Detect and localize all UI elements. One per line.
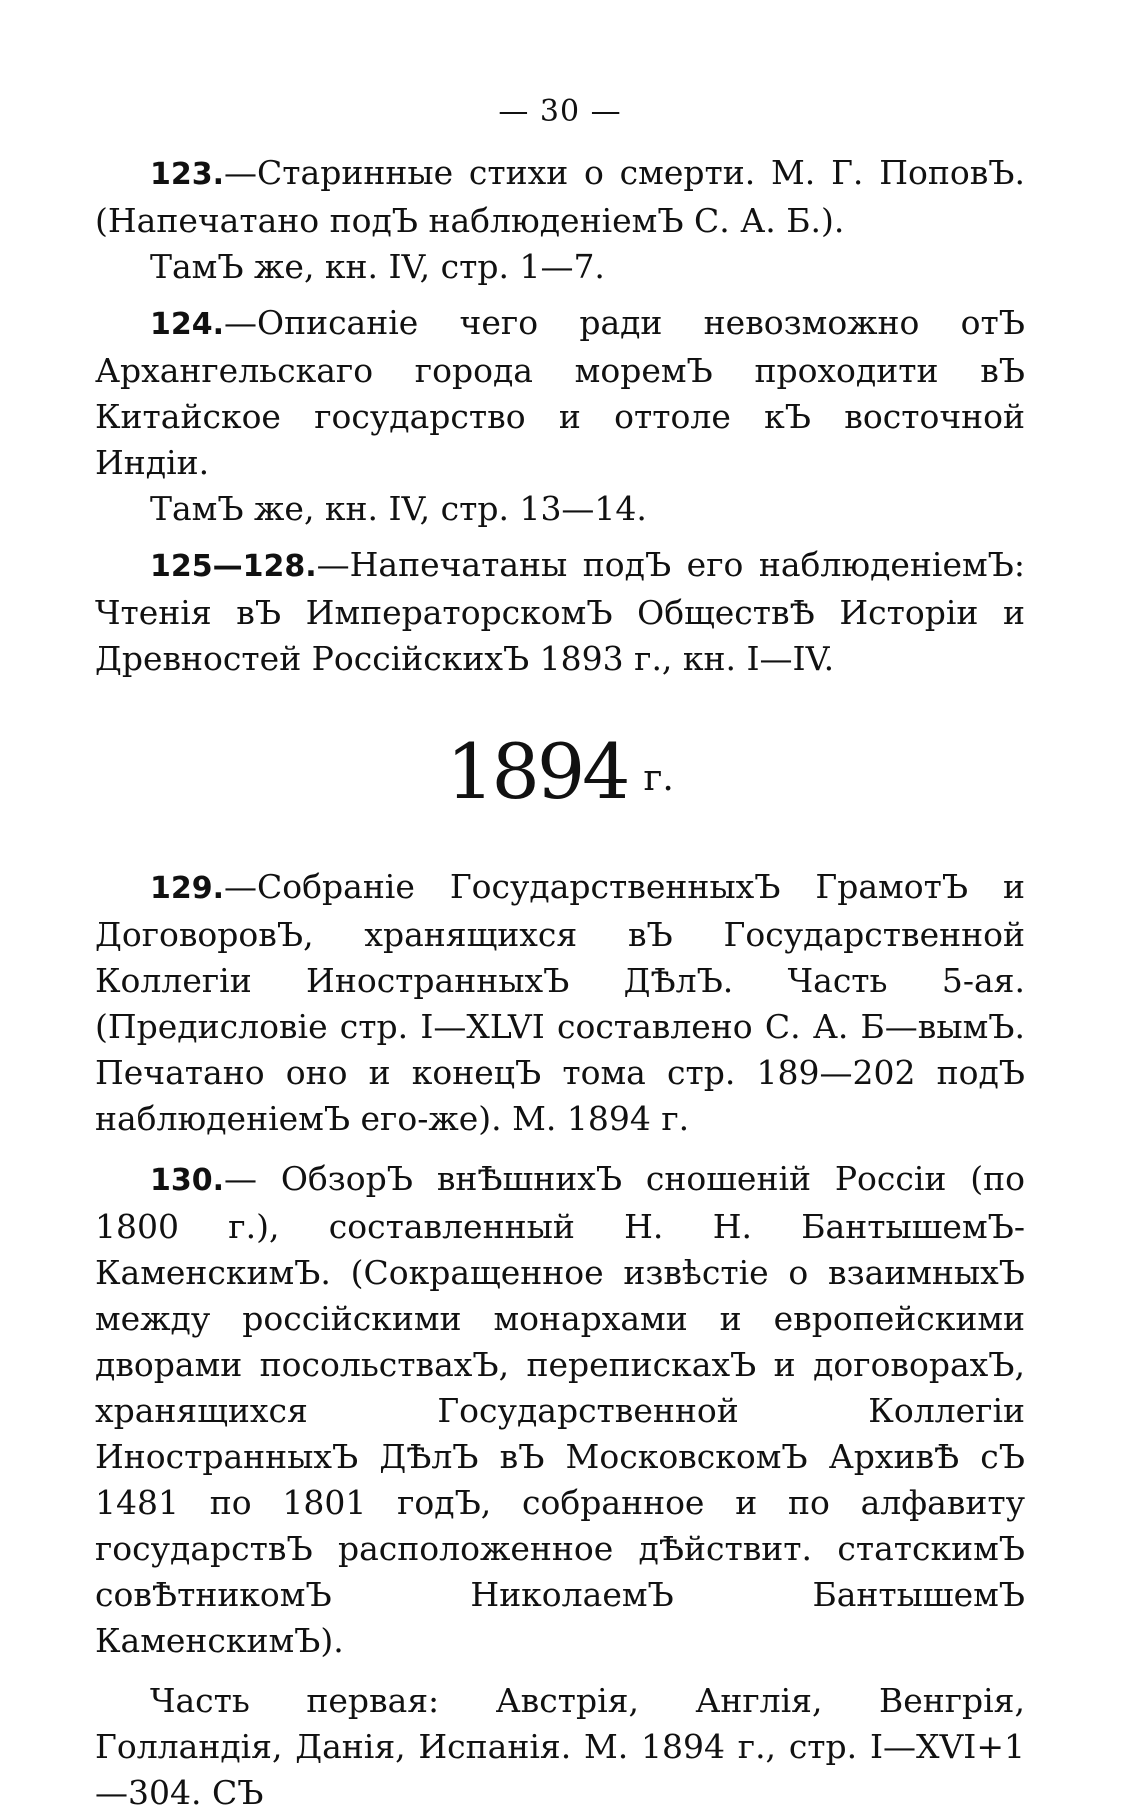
- closing-paragraph: Часть первая: Австрія, Англія, Венгрія, Голландія, Данія, Испанія. М. 1894 г., стр. I—XVI+1—304. СЪ: [95, 1681, 1025, 1812]
- entry-text: —Напечатаны подЪ его наблюденіемЪ: Чтенія вЪ ИмператорскомЪ ОбществѢ Исторіи и Древностей РоссійскихЪ 1893 г., кн. I—IV.: [95, 545, 1025, 678]
- entry-129: [95, 864, 1025, 1142]
- entry-text: —Описаніе чего ради невозможно отЪ Архангельскаго города моремЪ проходити вЪ Китайское государство и оттоле кЪ восточной Индіи.: [95, 303, 1025, 482]
- entry-number: 125—128.: [150, 549, 317, 584]
- entry-125-128: [95, 542, 1025, 682]
- entry-124: [95, 300, 1025, 486]
- entry-number: 129.: [150, 871, 225, 906]
- entry-130: [95, 1156, 1025, 1664]
- document-page: [95, 92, 1025, 1816]
- entry-number: 124.: [150, 307, 225, 342]
- entry-124-reference: ТамЪ же, кн. IV, стр. 13—14.: [150, 489, 647, 528]
- entry-text: —Старинные стихи о смерти. М. Г. ПоповЪ. (Напечатано подЪ наблюденіемЪ С. А. Б.).: [95, 153, 1025, 240]
- year-suffix: г.: [643, 758, 674, 799]
- entry-123: [95, 150, 1025, 244]
- entry-text: —Собраніе ГосударственныхЪ ГрамотЪ и ДоговоровЪ, хранящихся вЪ Государственной Коллегіи ИностранныхЪ ДѢлЪ. Часть 5-ая. (Предисловіе стр. I—XLVI составлено С. А. Б—вымЪ. Печатано оно и конецЪ тома стр. 189—202 подЪ наблюденіемЪ его-же). М. 1894 г.: [95, 867, 1025, 1138]
- year-number: 1894: [446, 727, 628, 816]
- entry-123-reference: ТамЪ же, кн. IV, стр. 1—7.: [150, 247, 605, 286]
- year-heading: [95, 722, 1025, 822]
- page-number: — 30 —: [498, 94, 622, 129]
- entry-number: 130.: [150, 1163, 225, 1198]
- entry-number: 123.: [150, 157, 225, 192]
- entry-text: — ОбзорЪ внѢшнихЪ сношеній Россіи (по 1800 г.), составленный Н. Н. БантышемЪ-КаменскимЪ. (Сокращенное извѣстіе о взаимныхЪ между россійскими монархами и европейскими дворами посольствахЪ, перепискахЪ и договорахЪ, хранящихся Государственной Коллегіи ИностранныхЪ ДѢлЪ вЪ МосковскомЪ АрхивѢ сЪ 1481 по 1801 годЪ, собранное и по алфавиту государствЪ расположенное дѢйствит. статскимЪ совѢтникомЪ НиколаемЪ БантышемЪ КаменскимЪ).: [95, 1159, 1025, 1660]
